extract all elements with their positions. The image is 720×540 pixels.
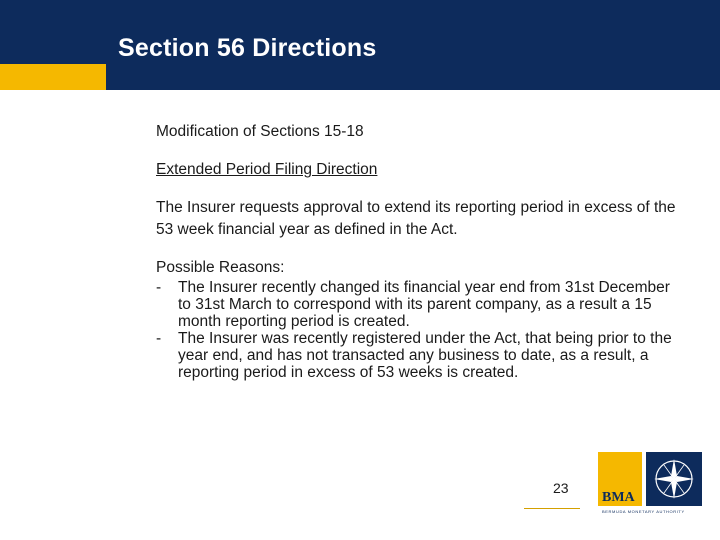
list-item <box>156 330 686 381</box>
reasons-section <box>156 257 686 381</box>
description-paragraph: The Insurer requests approval to extend its reporting period in excess of the 53 week financial year as defined in the Act. <box>156 199 676 238</box>
reason-text: The Insurer was recently registered under the Act, that being prior to the year end, and has not transacted any business to date, as a result, a reporting period in excess of 53 weeks is created. <box>178 330 672 381</box>
footer-divider <box>524 508 580 509</box>
bullet-dash: - <box>156 330 162 347</box>
compass-crest-icon <box>646 452 702 506</box>
accent-bar <box>0 64 106 90</box>
crest-icon <box>646 452 702 506</box>
reason-text: The Insurer recently changed its financial year end from 31st December to 31st March to correspond with its parent company, as a result a 15 month reporting period is created. <box>178 279 670 330</box>
bma-logo <box>598 452 704 516</box>
logo-tagline: BERMUDA MONETARY AUTHORITY <box>602 509 685 514</box>
slide-title: Section 56 Directions <box>118 34 377 62</box>
slide-content <box>156 121 686 381</box>
reasons-label: Possible Reasons: <box>156 259 285 276</box>
bullet-dash: - <box>156 279 162 296</box>
list-item <box>156 279 686 330</box>
page-number: 23 <box>553 480 569 496</box>
logo-text: BMA <box>602 490 635 505</box>
subtitle: Modification of Sections 15-18 <box>156 123 364 140</box>
direction-heading: Extended Period Filing Direction <box>156 161 378 178</box>
